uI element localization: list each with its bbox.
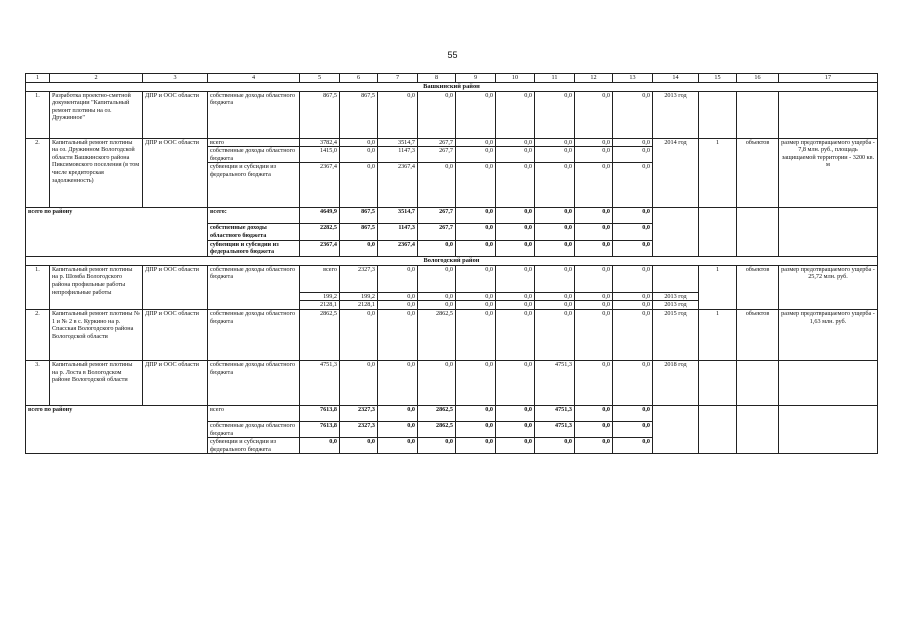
value-cell: 0,0 xyxy=(613,163,653,208)
value-cell: 0,0 xyxy=(613,438,653,454)
value-cell: 867,5 xyxy=(300,91,340,138)
value-cell: 0,0 xyxy=(456,360,496,405)
funding-source: субвенции и субсидии из федерального бюджета xyxy=(208,240,300,256)
value-cell: 0,0 xyxy=(456,208,496,224)
funding-source: всего: xyxy=(208,208,300,224)
value-cell: 0,0 xyxy=(535,292,575,301)
executor: ДПР и ООС области xyxy=(143,265,208,309)
value-cell: 0,0 xyxy=(418,301,456,310)
effect-cell: размер предотвращаемого ущерба - 25,72 млн. руб. xyxy=(779,265,878,309)
column-header: 8 xyxy=(418,74,456,83)
effect-cell: размер предотвращаемого ущерба - 1,63 млн. руб. xyxy=(779,309,878,360)
column-header: 9 xyxy=(456,74,496,83)
value-cell: 2327,3 xyxy=(340,421,378,437)
value-cell: 0,0 xyxy=(456,147,496,163)
value-cell: 0,0 xyxy=(456,265,496,292)
unit-cell xyxy=(737,208,779,256)
value-cell: 2862,5 xyxy=(418,421,456,437)
value-cell: 0,0 xyxy=(613,292,653,301)
value-cell: 867,5 xyxy=(340,224,378,240)
column-header: 6 xyxy=(340,74,378,83)
row-number: 2. xyxy=(26,309,50,360)
budget-table xyxy=(25,73,878,454)
page-number: 55 xyxy=(447,50,458,60)
qty-cell xyxy=(699,208,737,256)
year-cell: 2013 год xyxy=(653,292,699,301)
value-cell: 0,0 xyxy=(496,240,535,256)
column-header: 14 xyxy=(653,74,699,83)
value-cell: 4751,3 xyxy=(300,360,340,405)
value-cell: 0,0 xyxy=(378,309,418,360)
value-cell: 0,0 xyxy=(456,421,496,437)
value-cell: 0,0 xyxy=(378,265,418,292)
value-cell: 0,0 xyxy=(496,91,535,138)
value-cell: 0,0 xyxy=(378,91,418,138)
value-cell: 0,0 xyxy=(378,292,418,301)
value-cell: 199,2 xyxy=(300,292,340,301)
column-header: 15 xyxy=(699,74,737,83)
value-cell: 0,0 xyxy=(613,405,653,421)
year-cell: 2014 год xyxy=(653,138,699,208)
value-cell: 0,0 xyxy=(496,224,535,240)
column-header: 17 xyxy=(779,74,878,83)
qty-cell xyxy=(699,91,737,138)
value-cell: 0,0 xyxy=(418,438,456,454)
district-total-label: всего по району xyxy=(26,208,208,256)
table-row xyxy=(26,138,878,147)
effect-cell xyxy=(779,360,878,405)
value-cell: 0,0 xyxy=(340,163,378,208)
value-cell: 0,0 xyxy=(418,265,456,292)
value-cell: 0,0 xyxy=(496,138,535,147)
value-cell: 2367,4 xyxy=(300,240,340,256)
funding-source: собственные доходы областного бюджета xyxy=(208,309,300,360)
value-cell: 0,0 xyxy=(418,163,456,208)
value-cell: 0,0 xyxy=(456,163,496,208)
value-cell: 4649,9 xyxy=(300,208,340,224)
year-cell xyxy=(653,208,699,256)
value-cell: 0,0 xyxy=(496,208,535,224)
value-cell: 0,0 xyxy=(496,163,535,208)
value-cell: 0,0 xyxy=(496,405,535,421)
measure-name: Капитальный ремонт плотины № 1 и № 2 в с. Куркино на р. Спасская Вологодского района Вологодской области xyxy=(50,309,143,360)
unit-cell xyxy=(737,405,779,453)
value-cell: 2282,5 xyxy=(300,224,340,240)
value-cell: 7613,8 xyxy=(300,405,340,421)
value-cell: 1147,3 xyxy=(378,224,418,240)
value-cell: 0,0 xyxy=(456,405,496,421)
value-cell: 0,0 xyxy=(340,309,378,360)
unit-cell xyxy=(737,91,779,138)
executor: ДПР и ООС области xyxy=(143,309,208,360)
value-cell: 0,0 xyxy=(535,208,575,224)
value-cell: 0,0 xyxy=(575,292,613,301)
value-cell: 0,0 xyxy=(613,91,653,138)
unit-cell: объектов xyxy=(737,265,779,309)
value-cell: 867,5 xyxy=(340,208,378,224)
value-cell: 2128,1 xyxy=(340,301,378,310)
value-cell: 4751,3 xyxy=(535,360,575,405)
column-header: 1 xyxy=(26,74,50,83)
year-cell xyxy=(653,405,699,453)
value-cell: 0,0 xyxy=(378,360,418,405)
value-cell: 0,0 xyxy=(496,301,535,310)
value-cell: 0,0 xyxy=(300,438,340,454)
value-cell: 0,0 xyxy=(418,360,456,405)
value-cell: 2367,4 xyxy=(300,163,340,208)
qty-cell xyxy=(699,405,737,453)
column-header: 10 xyxy=(496,74,535,83)
year-cell: 2013 год xyxy=(653,91,699,138)
executor: ДПР и ООС области xyxy=(143,360,208,405)
value-cell: 0,0 xyxy=(418,292,456,301)
column-header: 5 xyxy=(300,74,340,83)
funding-source: собственные доходы областного бюджета xyxy=(208,265,300,309)
column-header: 2 xyxy=(50,74,143,83)
value-cell: 0,0 xyxy=(496,147,535,163)
measure-name: Разработка проектно-сметной документации "Капитальный ремонт плотины на оз. Дружинное" xyxy=(50,91,143,138)
value-cell: 0,0 xyxy=(378,421,418,437)
value-cell: 0,0 xyxy=(340,138,378,147)
value-cell: 2327,3 xyxy=(340,265,378,292)
funding-source: собственные доходы областного бюджета xyxy=(208,147,300,163)
value-cell: 2128,1 xyxy=(300,301,340,310)
table-row xyxy=(26,360,878,405)
value-cell: 0,0 xyxy=(340,438,378,454)
value-cell: 3514,7 xyxy=(378,208,418,224)
value-cell: 0,0 xyxy=(496,292,535,301)
value-cell: 0,0 xyxy=(456,301,496,310)
executor: ДПР и ООС области xyxy=(143,91,208,138)
value-cell: 4751,3 xyxy=(535,421,575,437)
value-cell: 1147,3 xyxy=(378,147,418,163)
column-header: 4 xyxy=(208,74,300,83)
funding-source: собственные доходы областного бюджета xyxy=(208,91,300,138)
value-cell: 0,0 xyxy=(535,163,575,208)
value-cell: 0,0 xyxy=(575,438,613,454)
value-cell: 0,0 xyxy=(535,301,575,310)
measure-name: Капитальный ремонт плотины на оз. Дружинном Вологодской области Вашкинского района Пиксимовского поселения (в том числе кредиторская задолженность) xyxy=(50,138,143,208)
funding-source: всего xyxy=(208,405,300,421)
value-cell: 0,0 xyxy=(535,138,575,147)
table-row xyxy=(26,405,878,421)
value-cell: 0,0 xyxy=(575,405,613,421)
value-cell: 2862,5 xyxy=(300,309,340,360)
value-cell: 0,0 xyxy=(613,240,653,256)
value-cell: 0,0 xyxy=(575,163,613,208)
value-cell: 0,0 xyxy=(535,265,575,292)
effect-cell xyxy=(779,208,878,256)
table-row xyxy=(26,82,878,91)
value-cell: 2367,4 xyxy=(378,240,418,256)
value-cell: 0,0 xyxy=(613,138,653,147)
value-cell: 0,0 xyxy=(535,438,575,454)
value-cell: 2862,5 xyxy=(418,405,456,421)
value-cell: 0,0 xyxy=(575,208,613,224)
value-cell: 0,0 xyxy=(535,309,575,360)
section-title: Вашкинский район xyxy=(26,82,878,91)
row-number: 2. xyxy=(26,138,50,208)
value-cell: 0,0 xyxy=(575,138,613,147)
executor: ДПР и ООС области xyxy=(143,138,208,208)
value-cell: 0,0 xyxy=(456,309,496,360)
qty-cell xyxy=(699,360,737,405)
value-cell: 0,0 xyxy=(613,360,653,405)
value-cell: 0,0 xyxy=(535,147,575,163)
measure-name: Капитальный ремонт плотины на р. Лоста в Вологодском районе Вологодской области xyxy=(50,360,143,405)
value-cell: 267,7 xyxy=(418,138,456,147)
year-cell: 2018 год xyxy=(653,360,699,405)
value-cell: 0,0 xyxy=(456,240,496,256)
value-cell: 0,0 xyxy=(613,265,653,292)
row-number: 1. xyxy=(26,265,50,309)
value-cell: 0,0 xyxy=(613,421,653,437)
value-cell: 0,0 xyxy=(378,438,418,454)
column-header: 7 xyxy=(378,74,418,83)
value-cell: 0,0 xyxy=(496,360,535,405)
column-header: 11 xyxy=(535,74,575,83)
table-row xyxy=(26,208,878,224)
value-cell: 0,0 xyxy=(613,208,653,224)
value-cell: 0,0 xyxy=(340,240,378,256)
table-row xyxy=(26,74,878,83)
value-cell: 2862,5 xyxy=(418,309,456,360)
value-cell: 0,0 xyxy=(340,147,378,163)
value-cell: 0,0 xyxy=(456,138,496,147)
value-cell: 199,2 xyxy=(340,292,378,301)
value-cell: 0,0 xyxy=(575,224,613,240)
year-cell: 2015 год xyxy=(653,309,699,360)
value-cell: 867,5 xyxy=(340,91,378,138)
value-cell: 2327,3 xyxy=(340,405,378,421)
effect-cell xyxy=(779,91,878,138)
value-cell: 4751,3 xyxy=(535,405,575,421)
column-header: 3 xyxy=(143,74,208,83)
value-cell: 0,0 xyxy=(456,91,496,138)
value-cell: 0,0 xyxy=(535,224,575,240)
value-cell: 0,0 xyxy=(496,438,535,454)
value-cell: 0,0 xyxy=(613,147,653,163)
row-number: 3. xyxy=(26,360,50,405)
table-row xyxy=(26,265,878,292)
table-row xyxy=(26,256,878,265)
funding-source: собственные доходы областного бюджета xyxy=(208,224,300,240)
funding-source: субвенции и субсидии из федерального бюджета xyxy=(208,438,300,454)
column-header: 13 xyxy=(613,74,653,83)
value-cell: всего xyxy=(300,265,340,292)
value-cell: 0,0 xyxy=(456,292,496,301)
qty-cell: 1 xyxy=(699,138,737,208)
value-cell: 0,0 xyxy=(378,301,418,310)
value-cell: 0,0 xyxy=(496,265,535,292)
measure-name: Капитальный ремонт плотины на р. Шомба Вологодского района профильные работы непрофильные работы xyxy=(50,265,143,309)
value-cell: 0,0 xyxy=(575,147,613,163)
effect-cell xyxy=(779,405,878,453)
value-cell: 0,0 xyxy=(418,240,456,256)
value-cell: 0,0 xyxy=(575,240,613,256)
section-title: Вологодский район xyxy=(26,256,878,265)
value-cell: 0,0 xyxy=(418,91,456,138)
value-cell: 0,0 xyxy=(575,360,613,405)
value-cell: 0,0 xyxy=(456,438,496,454)
row-number: 1. xyxy=(26,91,50,138)
value-cell: 2367,4 xyxy=(378,163,418,208)
qty-cell: 1 xyxy=(699,309,737,360)
value-cell: 0,0 xyxy=(340,360,378,405)
funding-source: собственные доходы областного бюджета xyxy=(208,421,300,437)
value-cell: 7613,8 xyxy=(300,421,340,437)
funding-source: всего xyxy=(208,138,300,147)
qty-cell: 1 xyxy=(699,265,737,309)
value-cell: 1415,0 xyxy=(300,147,340,163)
value-cell: 0,0 xyxy=(613,301,653,310)
value-cell: 0,0 xyxy=(575,421,613,437)
value-cell: 0,0 xyxy=(496,421,535,437)
value-cell: 267,7 xyxy=(418,224,456,240)
value-cell: 0,0 xyxy=(575,265,613,292)
value-cell: 0,0 xyxy=(575,91,613,138)
year-cell: 2013 год xyxy=(653,301,699,310)
effect-cell: размер предотвращаемого ущерба - 7,8 млн. руб., площадь защищаемой территории - 3200 кв. м xyxy=(779,138,878,208)
year-cell xyxy=(653,265,699,292)
value-cell: 0,0 xyxy=(575,301,613,310)
table-row xyxy=(26,91,878,138)
value-cell: 0,0 xyxy=(456,224,496,240)
table-row xyxy=(26,309,878,360)
value-cell: 0,0 xyxy=(613,224,653,240)
unit-cell: объектов xyxy=(737,309,779,360)
value-cell: 3514,7 xyxy=(378,138,418,147)
value-cell: 0,0 xyxy=(535,240,575,256)
unit-cell xyxy=(737,360,779,405)
district-total-label: всего по району xyxy=(26,405,208,453)
value-cell: 0,0 xyxy=(535,91,575,138)
unit-cell: объектов xyxy=(737,138,779,208)
value-cell: 267,7 xyxy=(418,208,456,224)
value-cell: 0,0 xyxy=(496,309,535,360)
funding-source: субвенции и субсидии из федерального бюджета xyxy=(208,163,300,208)
value-cell: 0,0 xyxy=(378,405,418,421)
column-header: 16 xyxy=(737,74,779,83)
value-cell: 3782,4 xyxy=(300,138,340,147)
value-cell: 0,0 xyxy=(575,309,613,360)
value-cell: 267,7 xyxy=(418,147,456,163)
column-header: 12 xyxy=(575,74,613,83)
funding-source: собственные доходы областного бюджета xyxy=(208,360,300,405)
value-cell: 0,0 xyxy=(613,309,653,360)
